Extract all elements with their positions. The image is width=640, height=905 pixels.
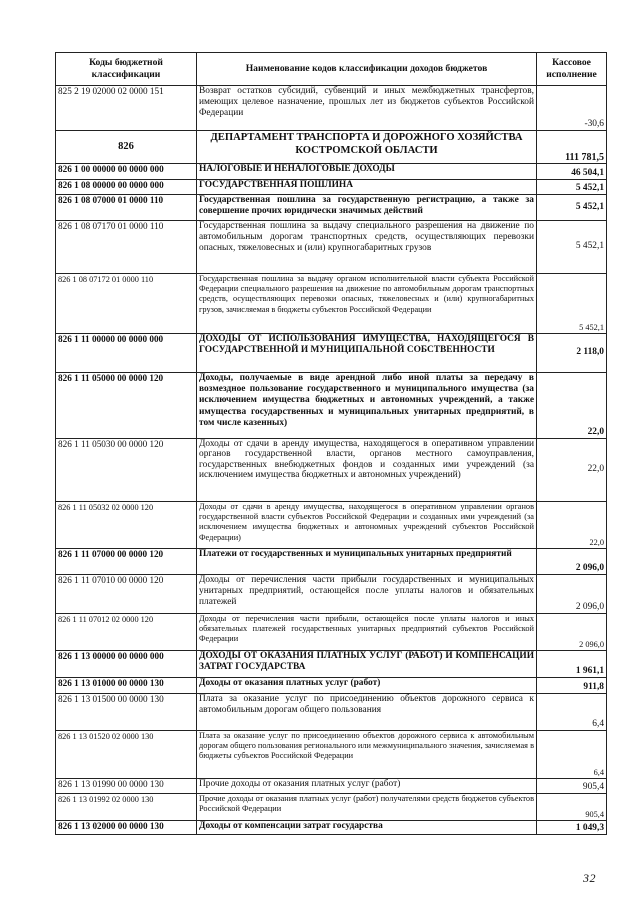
row-name: Государственная пошлина за выдачу специального разрешения на движение по автомобильным дорогам транспортных средств, осуществляющих перевозки опасных, тяжеловесных и (или) крупногабаритных грузов [197,221,537,274]
table-row [56,694,607,731]
row-code: 826 1 11 07012 02 0000 120 [56,614,197,651]
row-code: 826 1 08 00000 00 0000 000 [56,180,197,195]
row-code: 826 1 13 01520 02 0000 130 [56,731,197,779]
row-code: 826 1 08 07000 01 0000 110 [56,195,197,221]
table-row [56,86,607,131]
table-row [56,821,607,835]
row-code: 826 1 13 01992 02 0000 130 [56,794,197,821]
row-sum: 1 961,1 [537,651,607,678]
row-name: Возврат остатков субсидий, субвенций и иных межбюджетных трансфертов, имеющих целевое назначение, прошлых лет из бюджетов субъектов Российской Федерации [197,86,537,131]
row-code: 826 1 08 07170 01 0000 110 [56,221,197,274]
row-sum: 6,4 [537,694,607,731]
row-sum: 22,0 [537,502,607,549]
table-row [56,678,607,694]
row-name: Прочие доходы от оказания платных услуг (работ) [197,779,537,794]
table-row [56,575,607,614]
row-code: 826 1 00 00000 00 0000 000 [56,164,197,180]
header-code: Коды бюджетной классификации [56,53,197,86]
revenue-table-page [55,52,606,835]
row-sum: 22,0 [537,373,607,439]
header-name: Наименование кодов классификации доходов бюджетов [197,53,537,86]
table-row [56,439,607,502]
row-name: Платежи от государственных и муниципальных унитарных предприятий [197,549,537,575]
row-name: Доходы от компенсации затрат государства [197,821,537,835]
table-row [56,614,607,651]
row-sum: 2 096,0 [537,549,607,575]
row-sum: 905,4 [537,794,607,821]
row-name: ДОХОДЫ ОТ ИСПОЛЬЗОВАНИЯ ИМУЩЕСТВА, НАХОДЯЩЕГОСЯ В ГОСУДАРСТВЕННОЙ И МУНИЦИПАЛЬНОЙ СОБСТВЕННОСТИ [197,334,537,373]
row-sum: 905,4 [537,779,607,794]
table-row [56,651,607,678]
row-code: 826 [56,131,197,164]
row-code: 826 1 11 07000 00 0000 120 [56,549,197,575]
row-code: 826 1 08 07172 01 0000 110 [56,274,197,334]
table-header [56,53,607,86]
table-row [56,195,607,221]
row-sum: 2 096,0 [537,614,607,651]
row-name: Доходы от сдачи в аренду имущества, находящегося в оперативном управлении органов государственной власти субъектов Российской Федерации и созданных ими учреждений (за исключением имущества бюджетных и автономных учреждений субъектов Российской Федерации) [197,502,537,549]
row-code: 826 1 11 05000 00 0000 120 [56,373,197,439]
row-sum: 22,0 [537,439,607,502]
row-sum: 5 452,1 [537,195,607,221]
row-code: 826 1 13 01500 00 0000 130 [56,694,197,731]
row-name: ДОХОДЫ ОТ ОКАЗАНИЯ ПЛАТНЫХ УСЛУГ (РАБОТ) И КОМПЕНСАЦИИ ЗАТРАТ ГОСУДАРСТВА [197,651,537,678]
row-name: Государственная пошлина за выдачу органом исполнительной власти субъекта Российской Федерации специального разрешения на движение по автомобильным дорогам транспортных средств, осуществляющих перевозки опасных, тяжеловесных и (или) крупногабаритных грузов, зачисляемая в бюджеты субъектов Российской Федерации [197,274,537,334]
row-sum: 2 096,0 [537,575,607,614]
row-sum: 5 452,1 [537,180,607,195]
row-sum: 1 049,3 [537,821,607,835]
row-sum: 111 781,5 [537,131,607,164]
row-code: 826 1 11 05032 02 0000 120 [56,502,197,549]
row-code: 826 1 13 02000 00 0000 130 [56,821,197,835]
row-sum: 911,8 [537,678,607,694]
table-row [56,334,607,373]
row-sum: 5 452,1 [537,274,607,334]
row-name: Плата за оказание услуг по присоединению объектов дорожного сервиса к автомобильным дорогам общего пользования [197,694,537,731]
row-code: 826 1 13 00000 00 0000 000 [56,651,197,678]
table-row [56,731,607,779]
row-name: ГОСУДАРСТВЕННАЯ ПОШЛИНА [197,180,537,195]
row-name: Прочие доходы от оказания платных услуг (работ) получателями средств бюджетов субъектов Российской Федерации [197,794,537,821]
row-code: 825 2 19 02000 02 0000 151 [56,86,197,131]
table-row [56,779,607,794]
table-row [56,373,607,439]
row-sum: 46 504,1 [537,164,607,180]
row-code: 826 1 11 00000 00 0000 000 [56,334,197,373]
revenue-table [55,52,607,835]
row-name: Доходы от оказания платных услуг (работ) [197,678,537,694]
row-name: Доходы от перечисления части прибыли государственных и муниципальных унитарных предприятий, остающейся после уплаты налогов и обязательных платежей [197,575,537,614]
row-code: 826 1 11 07010 00 0000 120 [56,575,197,614]
table-row [56,180,607,195]
row-name: Доходы от сдачи в аренду имущества, находящегося в оперативном управлении органов государственной власти, органов местного самоуправления, государственных внебюджетных фондов и созданных ими учреждений (за исключением имущества бюджетных и автономных учреждений) [197,439,537,502]
row-sum: 6,4 [537,731,607,779]
table-row [56,221,607,274]
page-number: 32 [583,871,596,885]
row-sum: 2 118,0 [537,334,607,373]
row-sum: -30,6 [537,86,607,131]
table-row [56,549,607,575]
row-name: Плата за оказание услуг по присоединению объектов дорожного сервиса к автомобильным дорогам общего пользования регионального или межмуниципального значения, зачисляемая в бюджеты субъектов Российской Федерации [197,731,537,779]
table-row [56,502,607,549]
row-name: Доходы от перечисления части прибыли, остающейся после уплаты налогов и иных обязательных платежей государственных унитарных предприятий субъектов Российской Федерации [197,614,537,651]
row-name: Государственная пошлина за государственную регистрацию, а также за совершение прочих юридически значимых действий [197,195,537,221]
row-code: 826 1 13 01990 00 0000 130 [56,779,197,794]
table-row-department [56,131,607,164]
row-name: ДЕПАРТАМЕНТ ТРАНСПОРТА И ДОРОЖНОГО ХОЗЯЙСТВА КОСТРОМСКОЙ ОБЛАСТИ [197,131,537,164]
row-code: 826 1 13 01000 00 0000 130 [56,678,197,694]
row-code: 826 1 11 05030 00 0000 120 [56,439,197,502]
table-row [56,274,607,334]
row-name: Доходы, получаемые в виде арендной либо иной платы за передачу в возмездное пользование государственного и муниципального имущества (за исключением имущества бюджетных и автономных учреждений, а также имущества государственных и муниципальных унитарных предприятий, в том числе казенных) [197,373,537,439]
table-row [56,794,607,821]
row-sum: 5 452,1 [537,221,607,274]
header-sum: Кассовое исполнение [537,53,607,86]
row-name: НАЛОГОВЫЕ И НЕНАЛОГОВЫЕ ДОХОДЫ [197,164,537,180]
table-row [56,164,607,180]
